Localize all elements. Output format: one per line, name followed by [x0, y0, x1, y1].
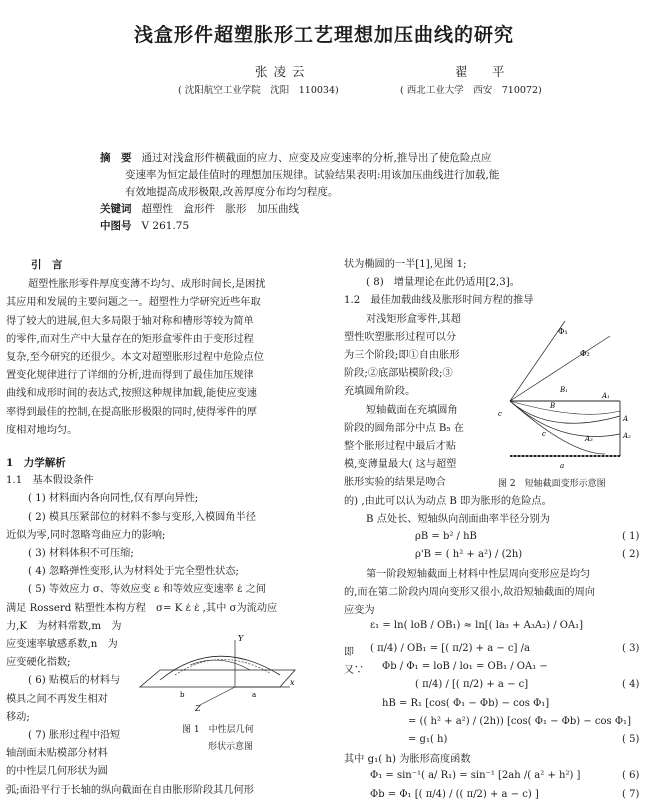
assumption-1: ( 1) 材料面内各向同性,仅有厚向异性; — [28, 493, 199, 505]
svg-text:Φ₁: Φ₁ — [558, 327, 568, 336]
r-wrap-0: 对浅矩形盒零件,其超 — [366, 313, 461, 325]
svg-text:Z: Z — [195, 704, 201, 713]
equation-4-number: ( 4) — [622, 679, 640, 690]
svg-text:A₂: A₂ — [623, 432, 631, 440]
figure-2-diagram — [490, 316, 640, 476]
r-wrap-5: 短轴截面在充填圆角 — [366, 404, 458, 416]
equation-4b: ( π/4) / [( π/2) + a − c] — [415, 679, 529, 690]
svg-text:Y: Y — [238, 634, 244, 643]
keywords-label: 关键词 — [100, 203, 132, 215]
svg-text:x: x — [290, 678, 295, 687]
assumption-5-cont: 满足 Rosserd 粘塑性本构方程 σ= K ε̇ ε̇ ,其中 σ为流动应 — [6, 602, 278, 614]
figure-1-caption-1: 图 1 中性层几何 — [182, 725, 254, 735]
abstract-line-3: 有效地提高成形极限,改善厚度分布均匀程度。 — [125, 186, 339, 198]
intro-line-2: 得了较大的进展,但大多局限于轴对称和槽形等较为简单 — [6, 315, 254, 327]
r-wrap-3: 阶段;②底部贴模阶段;③ — [344, 368, 453, 380]
r-wrap-2: 为三个阶段;即①自由胀形 — [344, 350, 460, 362]
abstract-line-1: 通过对浅盒形件横截面的应力、应变及应变速率的分析,推导出了使危险点应 — [141, 152, 492, 164]
svg-text:A: A — [623, 415, 629, 423]
assumption-2-cont: 近似为零,同时忽略弯曲应力的影响; — [6, 529, 166, 541]
section-intro-heading: 引 言 — [31, 259, 63, 271]
wrap-line-3: ( 6) 贴模后的材料与 — [28, 675, 121, 687]
svg-text:A₁: A₁ — [602, 392, 610, 400]
intro-line-8: 度相对地均匀。 — [6, 424, 78, 436]
intro-line-7: 率得到最佳的控制,在提高胀形极限的同时,使得零件的厚 — [6, 406, 257, 418]
svg-text:a: a — [252, 691, 257, 699]
svg-text:b: b — [180, 691, 185, 699]
author-2: 翟 平 — [455, 64, 511, 79]
equation-4a: Φb / Φ₁ = loB / lo₁ = OB₁ / OA₁ − — [382, 661, 548, 672]
stage-line-0: 第一阶段短轴截面上材料中性层周向变形应是均匀 — [366, 569, 591, 580]
svg-text:Φ₂: Φ₂ — [580, 349, 590, 358]
wrap-line-4: 模具之间不再发生相对 — [6, 693, 108, 705]
equation-2-number: ( 2) — [622, 549, 640, 560]
equation-3-number: ( 3) — [622, 643, 640, 654]
author-2-affiliation: ( 西北工业大学 西安 710072) — [400, 85, 542, 96]
right-radius-line: B 点处长、短轴纵向剖面曲率半径分别为 — [366, 513, 550, 525]
equation-1-number: ( 1) — [622, 531, 640, 542]
abstract-line-2: 变速率为恒定最佳值时的理想加压规律。试验结果表明:用该加压曲线进行加载,能 — [125, 169, 500, 181]
height-function-note: 其中 g₁( h) 为胀形高度函数 — [344, 754, 471, 765]
equation-5c: = g₁( h) — [408, 734, 448, 745]
abstract-block — [100, 150, 560, 235]
right-stage-paragraph — [344, 566, 644, 621]
intro-line-6: 曲线和成形时间的表达式,按照这种规律加载,能使应变速 — [6, 388, 257, 400]
equation-5a: hB = R₁ [cos( Φ₁ − Φb) − cos Φ₁] — [382, 698, 550, 709]
clc-number: V 261.75 — [141, 220, 190, 232]
author-1: 张凌云 — [255, 64, 311, 79]
equation-4-prefix: 又∵ — [344, 665, 364, 676]
assumption-3: ( 3) 材料体积不可压缩; — [28, 548, 134, 560]
paper-title: 浅盒形件超塑胀形工艺理想加压曲线的研究 — [133, 24, 514, 46]
svg-text:B₁: B₁ — [560, 386, 568, 394]
equation-6: Φ₁ = sin⁻¹( a/ R₁) = sin⁻¹ [2ah /( a² + h²) ] — [370, 770, 581, 781]
intro-line-4: 复杂,至今研究的还很少。本文对超塑胀形过程中危险点位 — [6, 352, 264, 364]
equation-2: ρ'B = ( h² + a²) / (2h) — [415, 549, 523, 560]
equation-7-number: ( 7) — [622, 789, 640, 800]
intro-line-5: 置变化规律进行了详细的分析,进而得到了最佳加压规律 — [6, 370, 254, 382]
figure-1-diagram — [130, 625, 305, 715]
wrap-line-2: 应变硬化指数; — [6, 657, 71, 669]
clc-label: 中图号 — [100, 220, 132, 232]
wrap-line-7: 轴剖面未贴模部分材料 — [6, 748, 108, 760]
assumption-5: ( 5) 等效应力 σ、等效应变 ε 和等效应变速率 ε̇ 之间 — [28, 584, 266, 596]
r-wrap-4: 充填圆角阶段。 — [344, 386, 416, 398]
left-column — [6, 256, 306, 800]
r-wrap-7: 整个胀形过程中最后才贴 — [344, 441, 457, 453]
assumption-2: ( 2) 模具压紧部位的材料不参与变形,入模圆角半径 — [28, 511, 256, 523]
right-line-1: 状为椭圆的一半[1],见图 1; — [344, 259, 467, 270]
svg-text:A₃: A₃ — [585, 435, 593, 443]
right-after-fig: 的) ,由此可以认为动点 B 即为胀形的危险点。 — [344, 495, 552, 507]
wrap-line-1: 应变速率敏感系数,n 为 — [6, 639, 118, 651]
stage-line-1: 的,而在第二阶段内周向变形又很小,故沿短轴截面的周向 — [344, 587, 595, 599]
wrap-line-6: ( 7) 胀形过程中沿短 — [28, 730, 121, 742]
svg-text:c: c — [498, 410, 502, 418]
wrap-line-8: 的中性层几何形状为圆 — [6, 766, 108, 778]
wrap-line-0: 力,K 为材料常数,m 为 — [6, 620, 122, 632]
wrap-line-5: 移动; — [6, 711, 30, 723]
abstract-label: 摘 要 — [100, 152, 132, 164]
svg-text:a: a — [560, 462, 565, 470]
stage-line-2: 应变为 — [344, 605, 375, 617]
right-line-2: ( 8) 增量理论在此仍适用[2,3]。 — [366, 277, 520, 289]
intro-line-3: 的零件,而对生产中大量存在的矩形盒零件由于变形过程 — [6, 333, 254, 345]
figure-2-caption: 图 2 短轴截面变形示意图 — [498, 479, 606, 489]
equation-6-number: ( 6) — [622, 770, 640, 781]
left-last-line: 弧;面沿平行于长轴的纵向截面在自由胀形阶段其几何形 — [6, 784, 254, 796]
equation-1: ρB = b² / hB — [415, 531, 477, 542]
assumption-4: ( 4) 忽略弹性变形,认为材料处于完全塑性状态; — [28, 566, 239, 578]
r-wrap-1: 塑性吹塑胀形过程可以分 — [344, 331, 457, 343]
equation-3-prefix: 即 — [344, 647, 354, 658]
equation-5b: = (( h² + a²) / (2h)) [cos( Φ₁ − Φb) − cos Φ₁] — [408, 716, 631, 727]
r-wrap-9: 胀形实验的结果是吻合 — [344, 477, 446, 489]
figure-1-caption-2: 形状示意图 — [208, 742, 254, 752]
equation-7: Φb = Φ₁ [( π/4) / (( π/2) + a − c) ] — [370, 789, 539, 800]
r-wrap-6: 阶段的圆角部分中点 B₅ 在 — [344, 422, 464, 434]
equation-strain: ε₁ = ln( loB / OB₁) ≈ ln[( la₃ + A₃A₂) / OA₁] — [370, 620, 584, 631]
keywords: 超塑性 盒形件 胀形 加压曲线 — [141, 203, 299, 215]
intro-line-0: 超塑性胀形零件厚度变薄不均匀、成形时间长,是困扰 — [28, 279, 266, 291]
author-1-affiliation: ( 沈阳航空工业学院 沈阳 110034) — [178, 85, 339, 96]
equation-3: ( π/4) / OB₁ = [( π/2) + a − c] /a — [370, 643, 530, 654]
section-1-1-heading: 1.1 基本假设条件 — [6, 475, 94, 487]
intro-line-1: 其应用和发展的主要问题之一。超塑性力学研究近些年取 — [6, 297, 261, 309]
svg-text:B: B — [550, 402, 556, 410]
r-wrap-8: 模,变薄量最大( 这与超塑 — [344, 459, 457, 471]
section-1-heading: 1 力学解析 — [6, 457, 66, 470]
equation-5-number: ( 5) — [622, 734, 640, 745]
section-1-2-heading: 1.2 最佳加载曲线及胀形时间方程的推导 — [344, 295, 534, 307]
svg-text:c: c — [542, 430, 546, 438]
